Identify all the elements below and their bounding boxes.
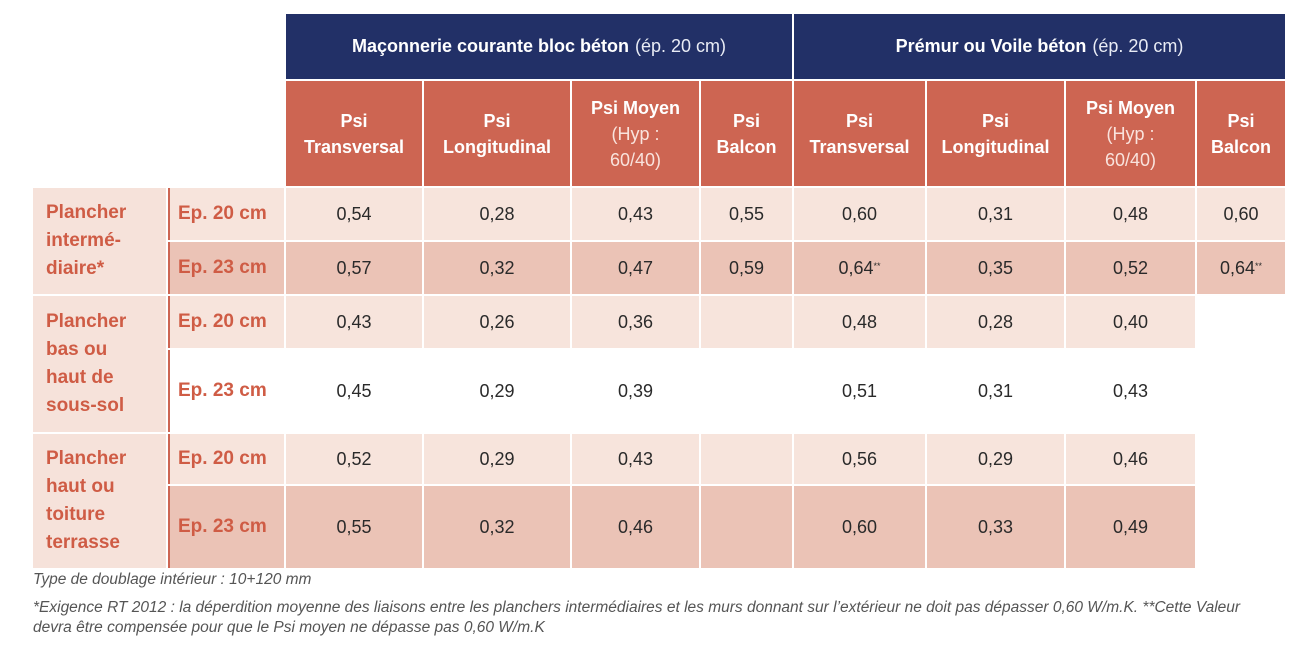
- table-cell: 0,56: [794, 434, 925, 484]
- table-cell: 0,60: [794, 486, 925, 568]
- table-cell: 0,43: [286, 296, 422, 348]
- table-cell: 0,46: [1066, 434, 1195, 484]
- col-header-transversal-1: Psi Transversal: [286, 81, 422, 186]
- col-header-moyen-2: Psi Moyen (Hyp : 60/40): [1066, 81, 1195, 186]
- table-cell: [701, 350, 792, 432]
- table-cell: 0,31: [927, 188, 1064, 240]
- table-cell: 0,43: [572, 188, 699, 240]
- table-cell: 0,51: [794, 350, 925, 432]
- col-header-balcon-1: Psi Balcon: [701, 81, 792, 186]
- row-label-intermediaire: Plancher intermé- diaire*: [33, 188, 166, 294]
- table-cell: 0,60: [1197, 188, 1285, 240]
- table-cell: 0,49: [1066, 486, 1195, 568]
- table-cell: 0,26: [424, 296, 570, 348]
- table-cell: 0,28: [424, 188, 570, 240]
- footnote-mark: **: [1255, 261, 1263, 271]
- table-row-ep: Ep. 23 cm: [168, 242, 284, 294]
- table-cell: 0,64 **: [1197, 242, 1285, 294]
- table-row-ep: Ep. 20 cm: [168, 434, 284, 484]
- table-cell: 0,36: [572, 296, 699, 348]
- table-cell: 0,57: [286, 242, 422, 294]
- table-cell: 0,43: [1066, 350, 1195, 432]
- table-cell: 0,32: [424, 242, 570, 294]
- table-row-ep: Ep. 20 cm: [168, 188, 284, 240]
- group-header-maconnerie: Maçonnerie courante bloc béton (ép. 20 cm): [286, 14, 792, 79]
- col-header-longitudinal-1: Psi Longitudinal: [424, 81, 570, 186]
- row-label-toiture-terrasse: Plancher haut ou toiture terrasse: [33, 434, 166, 568]
- table-cell: 0,33: [927, 486, 1064, 568]
- footnote-mark: **: [873, 261, 881, 271]
- table-cell: [701, 296, 792, 348]
- psi-table: [33, 14, 1285, 568]
- table-cell: 0,35: [927, 242, 1064, 294]
- table-cell: 0,43: [572, 434, 699, 484]
- table-cell: 0,29: [927, 434, 1064, 484]
- col-header-moyen-1: Psi Moyen (Hyp : 60/40): [572, 81, 699, 186]
- table-cell: 0,64 **: [794, 242, 925, 294]
- table-cell: 0,29: [424, 434, 570, 484]
- table-cell: 0,47: [572, 242, 699, 294]
- table-cell: 0,40: [1066, 296, 1195, 348]
- table-cell: 0,28: [927, 296, 1064, 348]
- col-header-balcon-2: Psi Balcon: [1197, 81, 1285, 186]
- table-cell: 0,60: [794, 188, 925, 240]
- group-header-premur: Prémur ou Voile béton (ép. 20 cm): [794, 14, 1285, 79]
- col-header-longitudinal-2: Psi Longitudinal: [927, 81, 1064, 186]
- table-cell: 0,59: [701, 242, 792, 294]
- table-cell: 0,31: [927, 350, 1064, 432]
- table-cell: 0,55: [286, 486, 422, 568]
- table-cell: 0,54: [286, 188, 422, 240]
- table-cell: 0,45: [286, 350, 422, 432]
- table-cell: 0,29: [424, 350, 570, 432]
- table-row-ep: Ep. 20 cm: [168, 296, 284, 348]
- table-cell: 0,32: [424, 486, 570, 568]
- col-header-transversal-2: Psi Transversal: [794, 81, 925, 186]
- note-exigence: *Exigence RT 2012 : la déperdition moyenne des liaisons entre les planchers intermédiaires et les murs donnant sur l’extérieur ne doit pas dépasser 0,60 W/m.K. **Cette Valeur devra être compensée pour que le Psi moyen ne dépasse pas 0,60 W/m.K: [33, 599, 1241, 636]
- table-cell: 0,39: [572, 350, 699, 432]
- table-cell: 0,48: [794, 296, 925, 348]
- table-row-ep: Ep. 23 cm: [168, 350, 284, 432]
- table-cell: 0,46: [572, 486, 699, 568]
- table-cell: [701, 434, 792, 484]
- table-row-ep: Ep. 23 cm: [168, 486, 284, 568]
- table-cell: 0,48: [1066, 188, 1195, 240]
- table-cell: 0,52: [286, 434, 422, 484]
- table-cell: 0,55: [701, 188, 792, 240]
- note-doublage: Type de doublage intérieur : 10+120 mm: [33, 571, 312, 588]
- row-label-bas-sous-sol: Plancher bas ou haut de sous-sol: [33, 296, 166, 432]
- table-cell: 0,52: [1066, 242, 1195, 294]
- table-cell: [701, 486, 792, 568]
